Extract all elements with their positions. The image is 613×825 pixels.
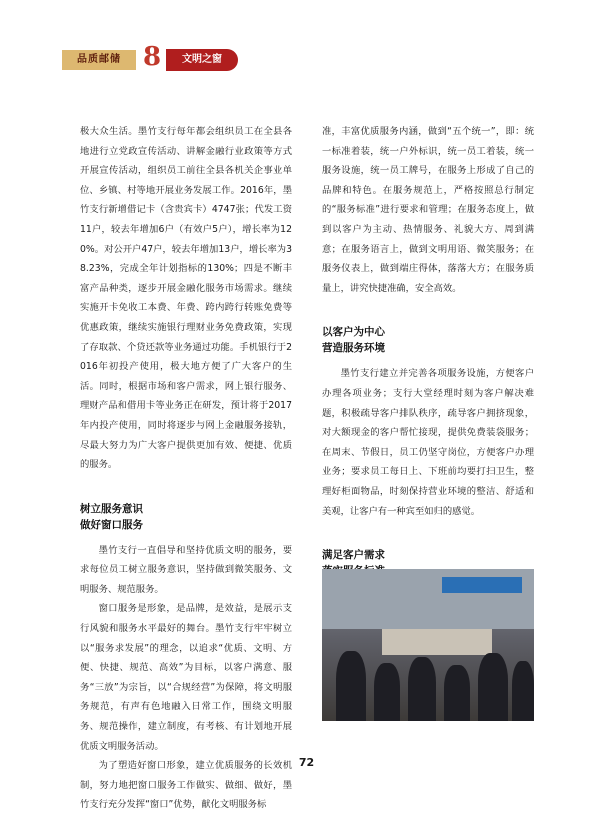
paragraph: 墨竹支行建立并完善各项服务设施，方便客户办理各项业务；支行大堂经理时刻为客户解决难题，积极疏导客户排队秩序，疏导客户拥挤现象，对大额现金的客户帮忙接现，提供免费装袋服务；在周末、节假日，员工仍坚守岗位，方便客户办理业务；要求员工每日上、下班前均要打扫卫生，整理好柜面物品，时刻保持营业环境的整洁、舒适和美观，让客户有一种宾至如归的感觉。 (322, 368, 534, 517)
photo-counter (382, 629, 492, 655)
right-column (322, 122, 534, 646)
heading-line: 做好窗口服务 (80, 518, 143, 531)
bank-lobby-photo (322, 569, 534, 721)
heading-line: 满足客户需求 (322, 549, 385, 562)
photo-person (374, 663, 400, 721)
section-heading (80, 501, 292, 533)
paragraph: 极大众生活。墨竹支行每年都会组织员工在全县各地进行立党政宣传活动、讲解金融行业政策等方式开展宣传活动，组织员工前往全县各机关企事业单位、乡镇、村等地开展业务发展工作。2016年，墨竹支行新增借记卡（含贵宾卡）4747张；代发工资11户，较去年增加6户（有效户5户），增长率为120%。对公开户47户，较去年增加13户，增长率为38.23%，完成全年计划指标的130%；四是不断丰富产品种类，逐步开展金融化服务市场需求。继续实施开卡免收工本费、年费、跨内跨行转账免费等优惠政策，继续实施银行理财业务免费政策，实现了存取款、个贷还款等业务通过功能。手机银行于2016年初投产使用，极大地方便了广大客户的生活。同时，根据市场和客户需求，网上银行服务、理财产品和借用卡等业务正在研发，预计将于2017年内投产使用，同时将逐步与网上金融服务接轨，尽最大努力为广大客户提供更加有效、便捷、优质的服务。 (80, 126, 292, 471)
paragraph: 准，丰富优质服务内涵，做到“五个统一”，即：统一标准着装，统一户外标识，统一员工着装，统一服务设施，统一员工牌号，在服务上形成了自己的品牌和特色。在服务规范上，严格按照总行制定的“服务标准”进行要求和管理；在服务态度上，做到以客户为主动、热情服务、礼貌大方、周到满意；在服务语言上，做到文明用语、微笑服务；在服务仪表上，做到端庄得体，落落大方；在服务质量上，讲究快捷准确，安全高效。 (322, 126, 534, 294)
header-emblem-icon: 8 (142, 42, 162, 72)
photo-banner (442, 577, 522, 593)
section-header (62, 40, 232, 76)
photo-person (336, 651, 366, 721)
heading-line: 营造服务环境 (322, 342, 385, 355)
heading-line: 以客户为中心 (322, 326, 385, 339)
section-heading (322, 324, 534, 356)
photo-person (444, 665, 470, 721)
photo-person (408, 657, 436, 721)
paragraph: 为了塑造好窗口形象，建立优质服务的长效机制，努力地把窗口服务工作做实、做细、做好，墨竹支行充分发挥“窗口”优势，献化文明服务标 (80, 760, 292, 811)
left-column (80, 122, 292, 815)
paragraph: 墨竹支行一直倡导和坚持优质文明的服务，要求每位员工树立服务意识，坚持做到微笑服务、文明服务、规范服务。 (80, 544, 292, 595)
header-right-tab: 文明之窗 (166, 49, 238, 71)
photo-person (478, 653, 508, 721)
page-number: 72 (298, 756, 315, 769)
header-left-tab: 品质邮储 (62, 50, 136, 70)
photo-person (512, 661, 534, 721)
heading-line: 树立服务意识 (80, 502, 143, 515)
paragraph: 窗口服务是形象，是品牌，是效益，是展示支行风貌和服务水平最好的舞台。墨竹支行牢牢树立以“服务求发展”的理念，以追求“优质、文明、方便、快捷、规范、高效”为目标，以客户满意、服务“三放”为宗旨，以“合规经营”为保障，将文明服务规范，有声有色地融入日常工作，围绕文明服务、规范操作，建立制度，有考核、有计划地开展优质文明服务活动。 (80, 603, 292, 752)
